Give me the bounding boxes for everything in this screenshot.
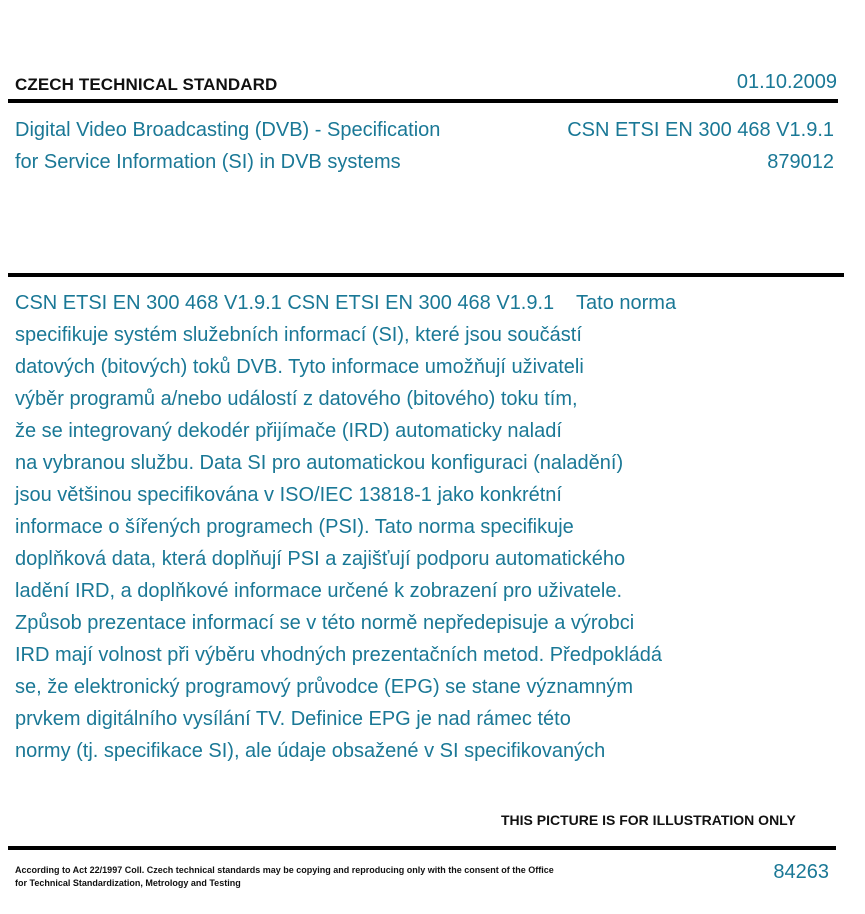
document-title	[15, 114, 440, 178]
abstract-line: prvkem digitálního vysílání TV. Definice EPG je nad rámec této	[15, 708, 571, 730]
legal-notice-line: for Technical Standardization, Metrology and Testing	[15, 878, 241, 888]
abstract-line: specifikuje systém služebních informací (SI), které jsou součástí	[15, 324, 582, 346]
illustration-note: THIS PICTURE IS FOR ILLUSTRATION ONLY	[501, 812, 796, 828]
abstract-text	[15, 287, 676, 767]
standard-type-heading: CZECH TECHNICAL STANDARD	[15, 75, 278, 94]
abstract-line: Způsob prezentace informací se v této normě nepředepisuje a výrobci	[15, 612, 635, 634]
publication-date: 01.10.2009	[736, 71, 837, 93]
abstract-line: normy (tj. specifikace SI), ale údaje obsažené v SI specifikovaných	[15, 740, 606, 762]
abstract-line: že se integrovaný dekodér přijímače (IRD) automaticky naladí	[15, 420, 562, 442]
document-title-line: for Service Information (SI) in DVB systems	[15, 151, 401, 173]
abstract-line: jsou většinou specifikována v ISO/IEC 13818-1 jako konkrétní	[15, 484, 562, 506]
abstract-line: na vybranou službu. Data SI pro automatickou konfiguraci (naladění)	[15, 452, 624, 474]
document-number: 84263	[773, 861, 829, 883]
abstract-line: datových (bitových) toků DVB. Tyto informace umožňují uživateli	[15, 356, 584, 378]
document-title-line: Digital Video Broadcasting (DVB) - Specification	[15, 119, 441, 141]
abstract-line: doplňková data, která doplňují PSI a zajišťují podporu automatického	[15, 548, 626, 570]
middle-divider	[8, 273, 844, 277]
legal-notice-line: According to Act 22/1997 Coll. Czech technical standards may be copying and reproducing only with the consent of the Office	[15, 865, 554, 875]
document-identifiers	[567, 114, 834, 178]
abstract-line: se, že elektronický programový průvodce (EPG) se stane významným	[15, 676, 634, 698]
standard-code: CSN ETSI EN 300 468 V1.9.1	[567, 119, 834, 141]
legal-notice	[15, 864, 554, 890]
catalog-number: 879012	[767, 151, 834, 173]
bottom-divider	[8, 846, 836, 850]
abstract-line: informace o šířených programech (PSI). Tato norma specifikuje	[15, 516, 574, 538]
abstract-line: IRD mají volnost při výběru vhodných prezentačních metod. Předpokládá	[15, 644, 663, 666]
top-divider	[8, 99, 838, 103]
abstract-line: CSN ETSI EN 300 468 V1.9.1 CSN ETSI EN 300 468 V1.9.1 Tato norma	[15, 292, 677, 314]
abstract-line: výběr programů a/nebo událostí z datového (bitového) toku tím,	[15, 388, 578, 410]
abstract-line: ladění IRD, a doplňkové informace určené k zobrazení pro uživatele.	[15, 580, 623, 602]
